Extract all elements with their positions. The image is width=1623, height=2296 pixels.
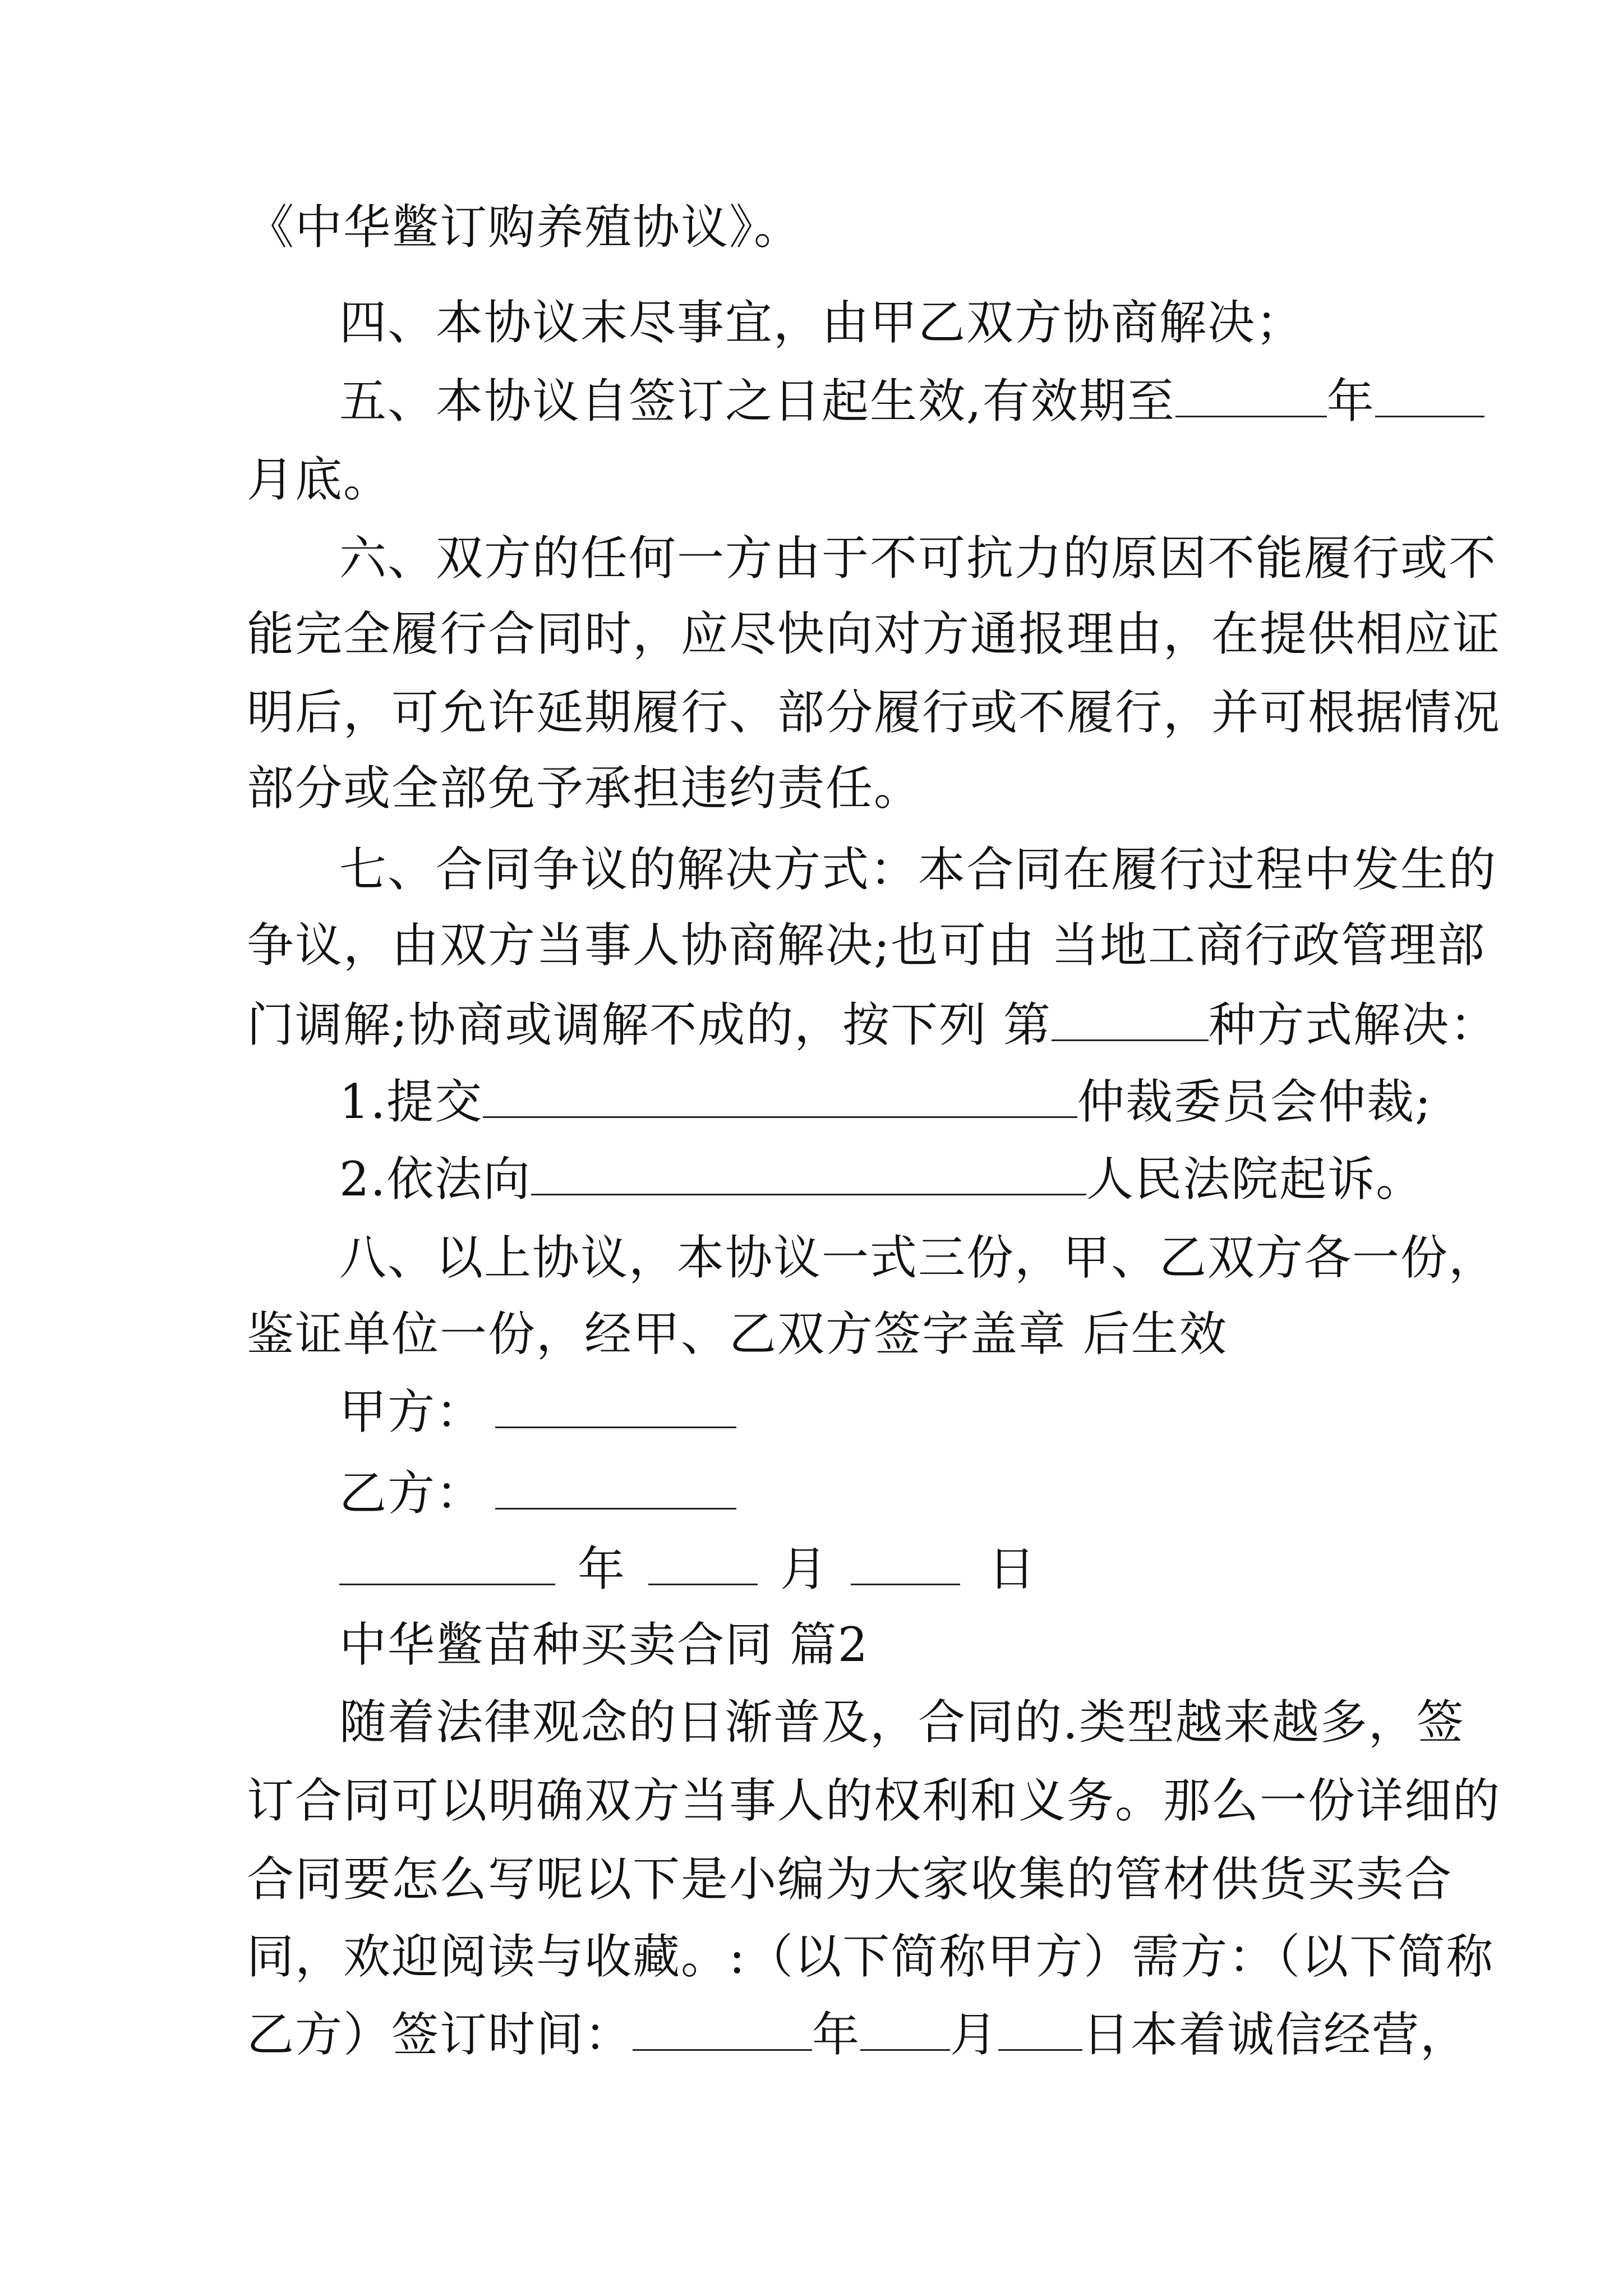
text: 明后，可允许延期履行、部分履行或不履行，并可根据情况 <box>247 685 1501 740</box>
text: 种方式解决： <box>1209 997 1498 1052</box>
text: 日本着诚信经营， <box>1082 2007 1469 2062</box>
text-line <box>247 446 391 513</box>
party-a-label: 甲方： <box>339 1384 485 1439</box>
fill-blank <box>633 2000 812 2051</box>
text: 能完全履行合同时，应尽快向对方通报理由，在提供相应证 <box>247 606 1501 661</box>
text: 1.提交 <box>339 1074 483 1129</box>
text: 五、本协议自签订之日起生效,有效期至 <box>339 374 1175 429</box>
text: 2.依法向 <box>339 1152 532 1207</box>
text: 七、合同争议的解决方式：本合同在履行过程中发生的 <box>339 842 1497 897</box>
text: 日 <box>988 1542 1037 1596</box>
text: 随着法律观念的日渐普及，合同的.类型越来越多，签 <box>339 1695 1465 1750</box>
party-b-blank <box>495 1458 736 1510</box>
text-line <box>339 1144 1424 1212</box>
party-b-label: 乙方： <box>339 1466 485 1521</box>
text: 八、以上协议，本协议一式三份，甲、乙双方各一份， <box>339 1230 1497 1285</box>
text-line <box>339 836 1497 903</box>
text-line <box>247 990 1498 1057</box>
text: 部分或全部免予承担违约责任。 <box>247 761 923 816</box>
text: 仲裁委员会仲裁; <box>1077 1074 1432 1129</box>
text: 门调解;协商或调解不成的，按下列 第 <box>247 997 1052 1052</box>
text: 中华鳖苗种买卖合同 篇2 <box>339 1617 869 1672</box>
text: 年 <box>578 1542 626 1596</box>
text: 月底。 <box>247 452 392 507</box>
year-blank <box>339 1534 555 1585</box>
text-line <box>247 1846 1453 1913</box>
fill-blank <box>531 1144 1086 1195</box>
text-line <box>247 912 1486 979</box>
fill-blank <box>998 2000 1082 2051</box>
text-line <box>247 1767 1501 1834</box>
text-line <box>247 754 922 822</box>
text: 订合同可以明确双方当事人的权利和义务。那么一份详细的 <box>247 1773 1501 1828</box>
text-line <box>339 1224 1497 1291</box>
text-line <box>339 1458 736 1526</box>
text: 争议，由双方当事人协商解决;也可由 当地工商行政管理部 <box>247 918 1486 973</box>
text: 人民法院起诉。 <box>1086 1152 1424 1207</box>
text-line <box>339 289 1304 356</box>
month-blank <box>648 1534 758 1585</box>
text: 《中华鳖订购养殖协议》。 <box>247 200 803 255</box>
text-line <box>247 600 1501 668</box>
text: 乙方）签订时间： <box>247 2007 633 2062</box>
text: 六、双方的任何一方由于不可抗力的原因不能履行或不 <box>339 531 1497 586</box>
date-line <box>339 1534 1036 1602</box>
text-line <box>339 1377 736 1444</box>
day-blank <box>851 1534 960 1585</box>
text-line <box>339 1688 1465 1756</box>
fill-blank <box>1175 366 1327 417</box>
text-line <box>247 679 1501 746</box>
text: 月 <box>780 1542 829 1596</box>
fill-blank <box>860 2000 950 2051</box>
text-line <box>339 1067 1432 1134</box>
text: 合同要怎么写呢以下是小编为大家收集的管材供货买卖合 <box>247 1852 1453 1907</box>
text: 年 <box>812 2007 861 2062</box>
party-a-blank <box>495 1377 736 1428</box>
text-line <box>339 524 1497 592</box>
section-heading <box>339 1611 869 1678</box>
text-line <box>247 1923 1494 1990</box>
text: 四、本协议末尽事宜，由甲乙双方协商解决； <box>339 295 1304 350</box>
text-line <box>247 2000 1468 2067</box>
fill-blank <box>1375 366 1484 417</box>
text-line <box>339 366 1484 434</box>
text: 月 <box>950 2007 999 2062</box>
text-line <box>247 1300 1228 1368</box>
text: 年 <box>1326 374 1375 429</box>
text: 鉴证单位一份，经甲、乙双方签字盖章 后生效 <box>247 1306 1228 1361</box>
fill-blank <box>483 1067 1077 1118</box>
fill-blank <box>1052 990 1209 1041</box>
text: 同，欢迎阅读与收藏。:（以下简称甲方）需方：（以下简称 <box>247 1929 1495 1984</box>
text-line <box>247 194 802 261</box>
